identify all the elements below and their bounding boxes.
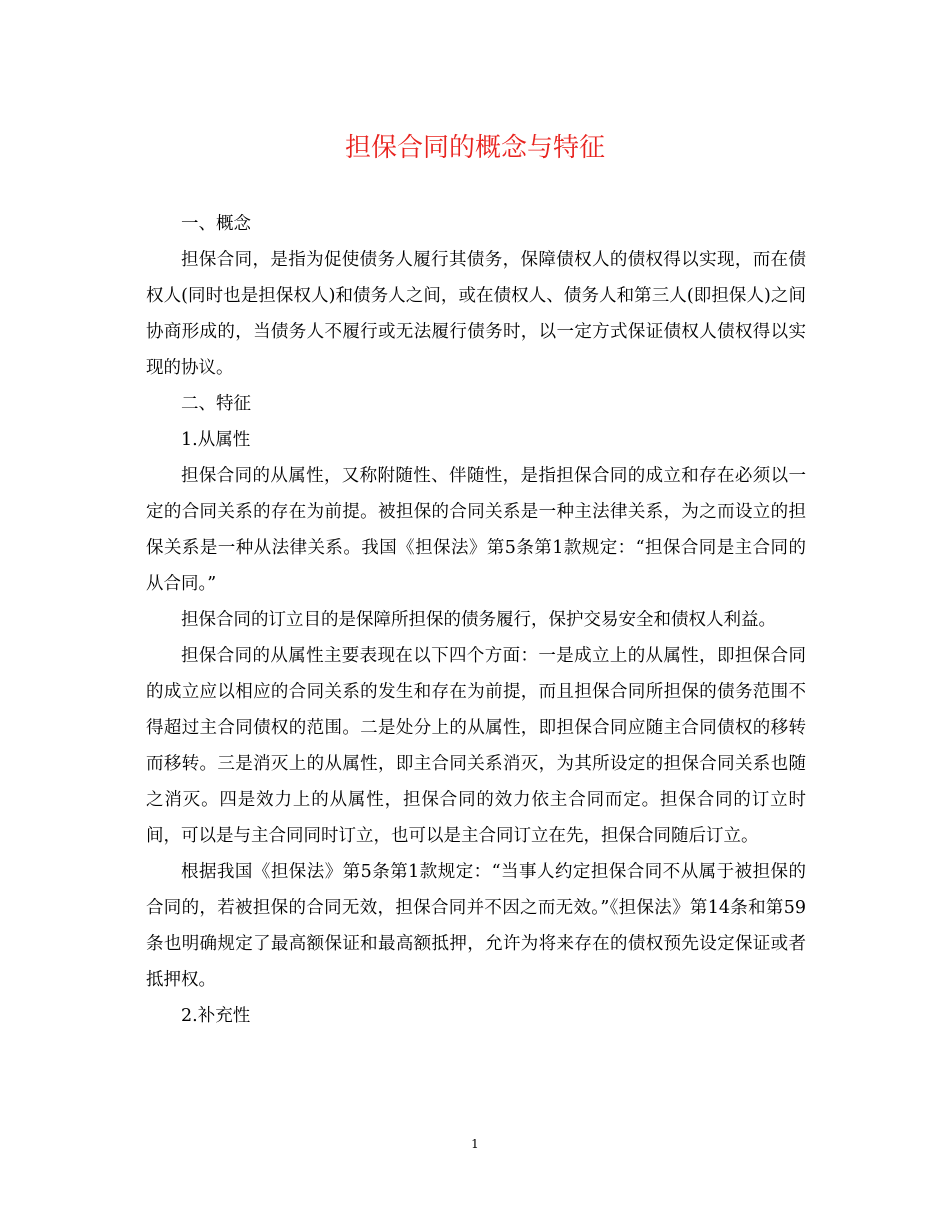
heading-concept: 一、概念: [181, 214, 251, 234]
page-number: 1: [471, 1137, 479, 1151]
document-body: [146, 206, 806, 1034]
paragraph-subordination-definition: 担保合同的从属性，又称附随性、伴随性，是指担保合同的成立和存在必须以一定的合同关系的存在为前提。被担保的合同关系是一种主法律关系，为之而设立的担保关系是一种从法律关系。我国《担保法》第5条第1款规定：“担保合同是主合同的从合同。”: [146, 466, 806, 594]
subheading-subordination: 1.从属性: [181, 430, 251, 450]
paragraph-concept-definition: 担保合同，是指为促使债务人履行其债务，保障债权人的债权得以实现，而在债权人(同时也是担保权人)和债务人之间，或在债权人、债务人和第三人(即担保人)之间协商形成的，当债务人不履行或无法履行债务时，以一定方式保证债权人债权得以实现的协议。: [146, 250, 806, 378]
document-title: 担保合同的概念与特征: [344, 133, 605, 163]
paragraph-purpose: 担保合同的订立目的是保障所担保的债务履行，保护交易安全和债权人利益。: [181, 610, 776, 630]
heading-features: 二、特征: [181, 394, 251, 414]
paragraph-law-provision: 根据我国《担保法》第5条第1款规定：“当事人约定担保合同不从属于被担保的合同的，若被担保的合同无效，担保合同并不因之而无效。”《担保法》第14条和第59条也明确规定了最高额保证和最高额抵押，允许为将来存在的债权预先设定保证或者抵押权。: [146, 862, 806, 990]
paragraph-four-aspects: 担保合同的从属性主要表现在以下四个方面：一是成立上的从属性，即担保合同的成立应以相应的合同关系的发生和存在为前提，而且担保合同所担保的债务范围不得超过主合同债权的范围。二是处分上的从属性，即担保合同应随主合同债权的移转而移转。三是消灭上的从属性，即主合同关系消灭，为其所设定的担保合同关系也随之消灭。四是效力上的从属性，担保合同的效力依主合同而定。担保合同的订立时间，可以是与主合同同时订立，也可以是主合同订立在先，担保合同随后订立。: [146, 646, 806, 846]
subheading-supplementarity: 2.补充性: [181, 1006, 251, 1026]
